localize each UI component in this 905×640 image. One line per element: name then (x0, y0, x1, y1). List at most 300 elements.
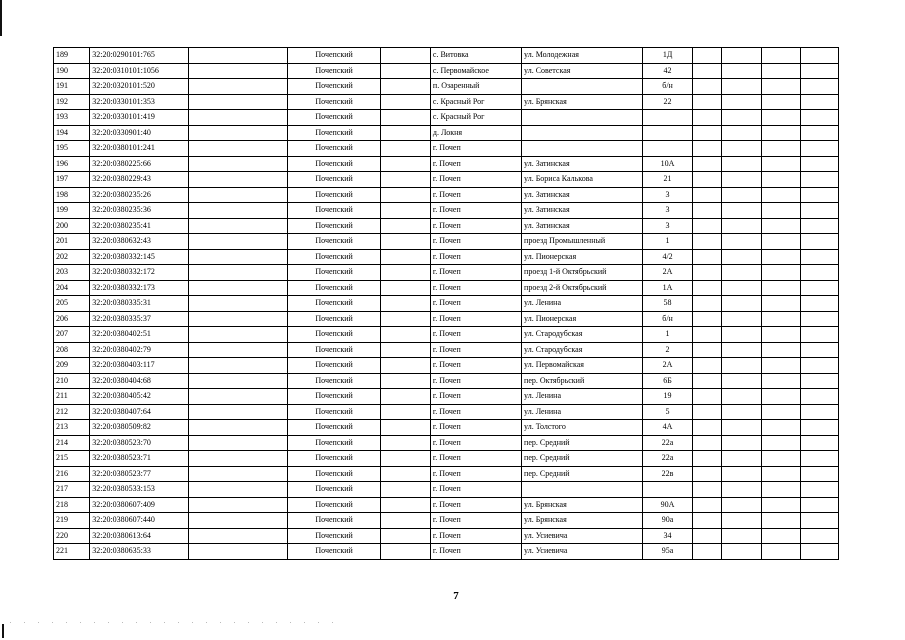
empty-cell (721, 187, 761, 203)
empty-cell (721, 466, 761, 482)
empty-cell (721, 172, 761, 188)
empty-cell (381, 373, 431, 389)
cadastral-number: 32:20:0330101:353 (90, 94, 188, 110)
empty-cell (692, 389, 721, 405)
empty-cell (188, 482, 287, 498)
district-name: Почепский (288, 327, 381, 343)
row-number: 212 (54, 404, 90, 420)
table-row (54, 528, 839, 544)
empty-cell (692, 218, 721, 234)
house-number: 95а (643, 544, 693, 560)
street-name: ул. Затинская (522, 156, 643, 172)
empty-cell (800, 497, 838, 513)
empty-cell (188, 311, 287, 327)
house-number (643, 125, 693, 141)
empty-cell (800, 528, 838, 544)
empty-cell (721, 265, 761, 281)
settlement-name: г. Почеп (430, 296, 521, 312)
table-row (54, 342, 839, 358)
empty-cell (800, 327, 838, 343)
street-name: ул. Усиевича (522, 544, 643, 560)
settlement-name: г. Почеп (430, 172, 521, 188)
empty-cell (188, 249, 287, 265)
settlement-name: с. Красный Рог (430, 110, 521, 126)
district-name: Почепский (288, 513, 381, 529)
house-number (643, 110, 693, 126)
empty-cell (762, 420, 800, 436)
cadastral-number: 32:20:0380407:64 (90, 404, 188, 420)
empty-cell (381, 296, 431, 312)
table-row (54, 280, 839, 296)
empty-cell (188, 234, 287, 250)
empty-cell (188, 404, 287, 420)
table-row (54, 203, 839, 219)
house-number: 58 (643, 296, 693, 312)
row-number: 215 (54, 451, 90, 467)
table-row (54, 544, 839, 560)
district-name: Почепский (288, 110, 381, 126)
empty-cell (762, 497, 800, 513)
row-number: 191 (54, 79, 90, 95)
empty-cell (800, 373, 838, 389)
empty-cell (188, 466, 287, 482)
empty-cell (762, 187, 800, 203)
empty-cell (762, 125, 800, 141)
cadastral-number: 32:20:0380101:241 (90, 141, 188, 157)
settlement-name: г. Почеп (430, 203, 521, 219)
street-name: ул. Затинская (522, 187, 643, 203)
empty-cell (188, 544, 287, 560)
table-row (54, 141, 839, 157)
empty-cell (692, 79, 721, 95)
row-number: 202 (54, 249, 90, 265)
empty-cell (381, 110, 431, 126)
row-number: 200 (54, 218, 90, 234)
empty-cell (762, 544, 800, 560)
empty-cell (381, 389, 431, 405)
row-number: 193 (54, 110, 90, 126)
row-number: 220 (54, 528, 90, 544)
cadastral-number: 32:20:0380332:172 (90, 265, 188, 281)
settlement-name: г. Почеп (430, 280, 521, 296)
house-number: 1 (643, 234, 693, 250)
empty-cell (721, 234, 761, 250)
empty-cell (692, 265, 721, 281)
empty-cell (800, 311, 838, 327)
district-name: Почепский (288, 466, 381, 482)
table-row (54, 110, 839, 126)
settlement-name: г. Почеп (430, 218, 521, 234)
empty-cell (381, 404, 431, 420)
empty-cell (721, 218, 761, 234)
street-name: ул. Молодежная (522, 48, 643, 64)
settlement-name: г. Почеп (430, 482, 521, 498)
street-name: ул. Ленина (522, 296, 643, 312)
street-name (522, 110, 643, 126)
empty-cell (188, 358, 287, 374)
empty-cell (692, 544, 721, 560)
empty-cell (692, 203, 721, 219)
house-number: 42 (643, 63, 693, 79)
empty-cell (762, 48, 800, 64)
settlement-name: с. Красный Рог (430, 94, 521, 110)
empty-cell (381, 156, 431, 172)
empty-cell (188, 327, 287, 343)
table-row (54, 497, 839, 513)
empty-cell (381, 420, 431, 436)
settlement-name: г. Почеп (430, 327, 521, 343)
house-number: 2А (643, 358, 693, 374)
empty-cell (381, 94, 431, 110)
table-row (54, 466, 839, 482)
empty-cell (721, 110, 761, 126)
house-number: 90А (643, 497, 693, 513)
empty-cell (762, 280, 800, 296)
district-name: Почепский (288, 544, 381, 560)
empty-cell (692, 435, 721, 451)
empty-cell (188, 156, 287, 172)
empty-cell (381, 125, 431, 141)
empty-cell (188, 451, 287, 467)
empty-cell (762, 327, 800, 343)
house-number: 5 (643, 404, 693, 420)
table-row (54, 125, 839, 141)
empty-cell (762, 110, 800, 126)
empty-cell (692, 327, 721, 343)
street-name: пер. Средний (522, 466, 643, 482)
district-name: Почепский (288, 125, 381, 141)
empty-cell (381, 466, 431, 482)
table-row (54, 358, 839, 374)
settlement-name: г. Почеп (430, 342, 521, 358)
empty-cell (692, 249, 721, 265)
cadastral-number: 32:20:0380332:145 (90, 249, 188, 265)
district-name: Почепский (288, 94, 381, 110)
row-number: 198 (54, 187, 90, 203)
empty-cell (188, 172, 287, 188)
empty-cell (692, 172, 721, 188)
empty-cell (762, 435, 800, 451)
empty-cell (381, 528, 431, 544)
empty-cell (381, 497, 431, 513)
row-number: 210 (54, 373, 90, 389)
street-name: ул. Усиевича (522, 528, 643, 544)
cadastral-number: 32:20:0320101:520 (90, 79, 188, 95)
empty-cell (188, 79, 287, 95)
empty-cell (721, 389, 761, 405)
empty-cell (800, 265, 838, 281)
house-number: 1Д (643, 48, 693, 64)
row-number: 201 (54, 234, 90, 250)
row-number: 211 (54, 389, 90, 405)
empty-cell (381, 187, 431, 203)
empty-cell (692, 311, 721, 327)
district-name: Почепский (288, 296, 381, 312)
empty-cell (692, 528, 721, 544)
empty-cell (188, 296, 287, 312)
empty-cell (800, 234, 838, 250)
empty-cell (762, 141, 800, 157)
empty-cell (692, 187, 721, 203)
house-number: 1А (643, 280, 693, 296)
district-name: Почепский (288, 311, 381, 327)
district-name: Почепский (288, 435, 381, 451)
empty-cell (692, 110, 721, 126)
empty-cell (188, 420, 287, 436)
table-row (54, 156, 839, 172)
table-row (54, 389, 839, 405)
district-name: Почепский (288, 172, 381, 188)
cadastral-number: 32:20:0380235:26 (90, 187, 188, 203)
row-number: 204 (54, 280, 90, 296)
empty-cell (800, 544, 838, 560)
empty-cell (188, 48, 287, 64)
table-row (54, 451, 839, 467)
cadastral-number: 32:20:0380509:82 (90, 420, 188, 436)
district-name: Почепский (288, 265, 381, 281)
cadastral-number: 32:20:0380403:117 (90, 358, 188, 374)
empty-cell (721, 435, 761, 451)
empty-cell (762, 63, 800, 79)
scan-noise-dots (10, 622, 340, 623)
house-number: 3 (643, 218, 693, 234)
empty-cell (188, 125, 287, 141)
cadastral-number: 32:20:0380402:51 (90, 327, 188, 343)
empty-cell (762, 513, 800, 529)
district-name: Почепский (288, 203, 381, 219)
cadastral-number: 32:20:0310101:1056 (90, 63, 188, 79)
page-edge-mark (2, 624, 4, 638)
table-row (54, 435, 839, 451)
row-number: 208 (54, 342, 90, 358)
cadastral-number: 32:20:0380523:71 (90, 451, 188, 467)
settlement-name: г. Почеп (430, 249, 521, 265)
cadastral-number: 32:20:0380523:77 (90, 466, 188, 482)
empty-cell (188, 63, 287, 79)
empty-cell (800, 156, 838, 172)
empty-cell (800, 389, 838, 405)
district-name: Почепский (288, 48, 381, 64)
cadastral-number: 32:20:0380229:43 (90, 172, 188, 188)
row-number: 221 (54, 544, 90, 560)
house-number: 6Б (643, 373, 693, 389)
row-number: 194 (54, 125, 90, 141)
empty-cell (721, 513, 761, 529)
empty-cell (762, 404, 800, 420)
cadastral-number: 32:20:0380607:440 (90, 513, 188, 529)
row-number: 199 (54, 203, 90, 219)
district-name: Почепский (288, 497, 381, 513)
empty-cell (692, 342, 721, 358)
street-name: ул. Затинская (522, 203, 643, 219)
empty-cell (188, 373, 287, 389)
empty-cell (692, 48, 721, 64)
empty-cell (381, 544, 431, 560)
empty-cell (762, 79, 800, 95)
empty-cell (762, 234, 800, 250)
street-name: пер. Октябрьский (522, 373, 643, 389)
settlement-name: г. Почеп (430, 141, 521, 157)
settlement-name: г. Почеп (430, 420, 521, 436)
empty-cell (692, 358, 721, 374)
settlement-name: г. Почеп (430, 389, 521, 405)
empty-cell (692, 141, 721, 157)
street-name: ул. Бориса Калькова (522, 172, 643, 188)
empty-cell (762, 389, 800, 405)
page-edge-line (0, 0, 2, 36)
empty-cell (721, 544, 761, 560)
empty-cell (721, 125, 761, 141)
empty-cell (800, 513, 838, 529)
empty-cell (381, 482, 431, 498)
empty-cell (381, 218, 431, 234)
empty-cell (381, 79, 431, 95)
table-row (54, 482, 839, 498)
row-number: 195 (54, 141, 90, 157)
empty-cell (762, 249, 800, 265)
empty-cell (188, 528, 287, 544)
settlement-name: г. Почеп (430, 466, 521, 482)
empty-cell (762, 451, 800, 467)
row-number: 203 (54, 265, 90, 281)
table-row (54, 296, 839, 312)
empty-cell (721, 342, 761, 358)
cadastral-number: 32:20:0380632:43 (90, 234, 188, 250)
empty-cell (800, 63, 838, 79)
settlement-name: п. Озаренный (430, 79, 521, 95)
property-register-table (53, 47, 839, 560)
empty-cell (188, 435, 287, 451)
empty-cell (721, 79, 761, 95)
cadastral-number: 32:20:0380613:64 (90, 528, 188, 544)
house-number: 1 (643, 327, 693, 343)
empty-cell (188, 110, 287, 126)
cadastral-number: 32:20:0380335:31 (90, 296, 188, 312)
empty-cell (692, 404, 721, 420)
empty-cell (692, 234, 721, 250)
street-name: проезд 2-й Октябрьский (522, 280, 643, 296)
empty-cell (800, 482, 838, 498)
settlement-name: г. Почеп (430, 187, 521, 203)
empty-cell (381, 311, 431, 327)
house-number: б/н (643, 311, 693, 327)
empty-cell (188, 280, 287, 296)
settlement-name: г. Почеп (430, 528, 521, 544)
cadastral-number: 32:20:0380635:33 (90, 544, 188, 560)
house-number: 34 (643, 528, 693, 544)
empty-cell (381, 435, 431, 451)
empty-cell (188, 265, 287, 281)
row-number: 209 (54, 358, 90, 374)
house-number: 3 (643, 203, 693, 219)
empty-cell (800, 141, 838, 157)
cadastral-number: 32:20:0290101:765 (90, 48, 188, 64)
empty-cell (721, 280, 761, 296)
cadastral-number: 32:20:0380405:42 (90, 389, 188, 405)
district-name: Почепский (288, 373, 381, 389)
row-number: 217 (54, 482, 90, 498)
row-number: 197 (54, 172, 90, 188)
empty-cell (381, 63, 431, 79)
house-number: 4/2 (643, 249, 693, 265)
empty-cell (721, 141, 761, 157)
empty-cell (800, 342, 838, 358)
empty-cell (800, 466, 838, 482)
row-number: 213 (54, 420, 90, 436)
district-name: Почепский (288, 404, 381, 420)
empty-cell (762, 358, 800, 374)
table-row (54, 172, 839, 188)
empty-cell (800, 218, 838, 234)
district-name: Почепский (288, 187, 381, 203)
street-name: ул. Ленина (522, 404, 643, 420)
table-row (54, 63, 839, 79)
street-name: ул. Толстого (522, 420, 643, 436)
empty-cell (762, 218, 800, 234)
empty-cell (188, 389, 287, 405)
table-row (54, 327, 839, 343)
empty-cell (800, 172, 838, 188)
settlement-name: д. Локня (430, 125, 521, 141)
empty-cell (721, 249, 761, 265)
empty-cell (800, 110, 838, 126)
table-row (54, 373, 839, 389)
empty-cell (381, 280, 431, 296)
settlement-name: г. Почеп (430, 451, 521, 467)
empty-cell (800, 48, 838, 64)
cadastral-number: 32:20:0380235:36 (90, 203, 188, 219)
empty-cell (800, 187, 838, 203)
street-name: ул. Брянская (522, 94, 643, 110)
table-row (54, 420, 839, 436)
district-name: Почепский (288, 280, 381, 296)
empty-cell (721, 94, 761, 110)
empty-cell (721, 327, 761, 343)
empty-cell (381, 48, 431, 64)
empty-cell (721, 156, 761, 172)
house-number: 21 (643, 172, 693, 188)
empty-cell (381, 203, 431, 219)
empty-cell (762, 342, 800, 358)
table-row (54, 187, 839, 203)
empty-cell (692, 156, 721, 172)
district-name: Почепский (288, 482, 381, 498)
street-name: пер. Средний (522, 435, 643, 451)
street-name: ул. Затинская (522, 218, 643, 234)
settlement-name: г. Почеп (430, 358, 521, 374)
empty-cell (692, 451, 721, 467)
table-row (54, 513, 839, 529)
street-name: ул. Пионерская (522, 249, 643, 265)
street-name: ул. Брянская (522, 497, 643, 513)
table-row (54, 48, 839, 64)
empty-cell (762, 296, 800, 312)
district-name: Почепский (288, 156, 381, 172)
empty-cell (800, 203, 838, 219)
street-name (522, 79, 643, 95)
empty-cell (800, 420, 838, 436)
row-number: 192 (54, 94, 90, 110)
street-name: ул. Стародубская (522, 342, 643, 358)
empty-cell (721, 296, 761, 312)
empty-cell (381, 249, 431, 265)
empty-cell (721, 311, 761, 327)
settlement-name: г. Почеп (430, 265, 521, 281)
empty-cell (800, 296, 838, 312)
empty-cell (721, 404, 761, 420)
empty-cell (762, 265, 800, 281)
district-name: Почепский (288, 451, 381, 467)
